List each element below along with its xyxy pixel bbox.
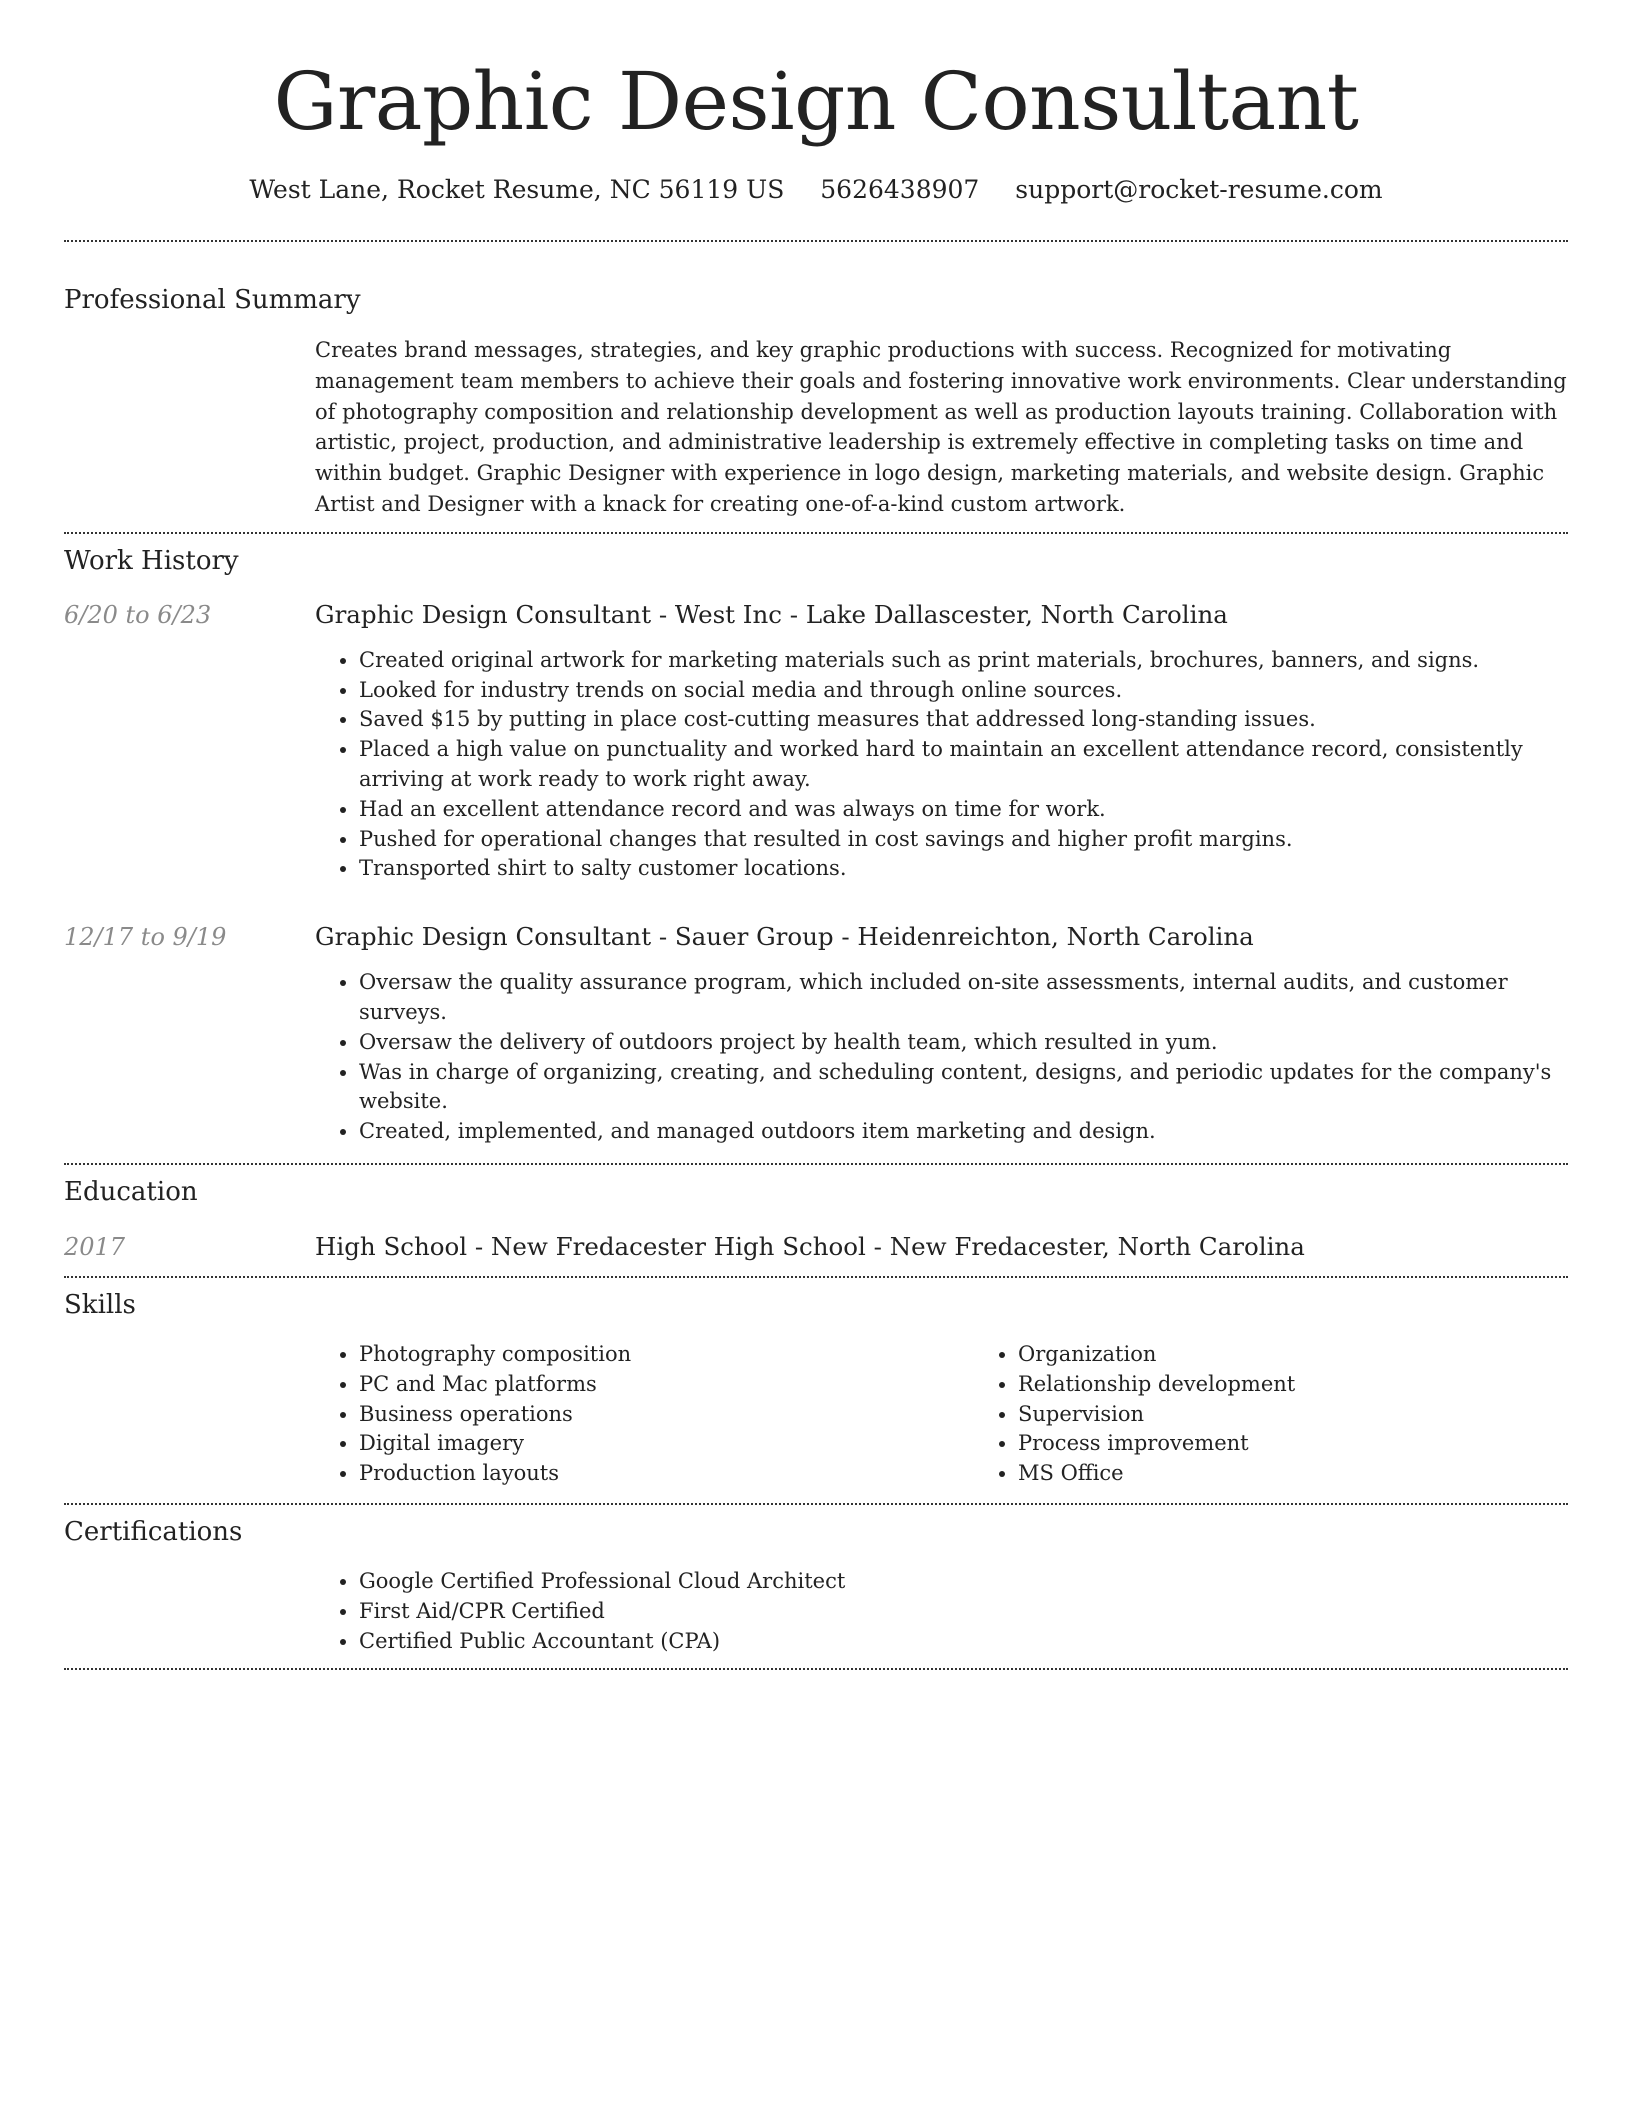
job-bullet: • Saved $15 by putting in place cost-cutting measures that addressed long-standing issues. bbox=[359, 705, 1568, 735]
job-bullet: • Oversaw the quality assurance program, which included on-site assessments, internal audits, and customer surveys. bbox=[359, 968, 1568, 1028]
skill-item: • Photography composition bbox=[359, 1340, 974, 1370]
resume-name: Graphic Design Consultant bbox=[273, 55, 1359, 148]
certifications-row bbox=[64, 1567, 1568, 1656]
education-heading bbox=[315, 1230, 1568, 1264]
job-heading bbox=[315, 598, 1568, 632]
job-bullet: • Pushed for operational changes that resulted in cost savings and higher profit margins. bbox=[359, 825, 1568, 855]
summary-text: Creates brand messages, strategies, and key graphic productions with success. Recognized for motivating management team members to achieve their goals and fostering innovative work environments. Clear understanding of photography composition and relationship development as well as production layouts training. Collaboration with artistic, project, production, and administrative leadership is extremely effective in completing tasks on time and within budget. Graphic Designer with experience in logo design, marketing materials, and website design. Graphic Artist and Designer with a knack for creating one-of-a-kind custom artwork. bbox=[315, 338, 1567, 516]
skill-item: • Business operations bbox=[359, 1400, 974, 1430]
job-bullet: • Looked for industry trends on social media and through online sources. bbox=[359, 676, 1568, 706]
section-divider bbox=[64, 1668, 1568, 1670]
skills-row bbox=[64, 1340, 1568, 1489]
section-divider bbox=[64, 532, 1568, 534]
job-bullet: • Transported shirt to salty customer locations. bbox=[359, 854, 1568, 884]
skill-item: • PC and Mac platforms bbox=[359, 1370, 974, 1400]
job-details: - West Inc - Lake Dallascester, North Carolina bbox=[651, 599, 1228, 629]
section-divider bbox=[64, 1276, 1568, 1278]
certifications-section-title: Certifications bbox=[64, 1516, 243, 1547]
resume-page bbox=[64, 0, 1568, 1670]
job-dates: 12/17 to 9/19 bbox=[64, 923, 227, 952]
section-divider bbox=[64, 1163, 1568, 1165]
skill-item: • MS Office bbox=[1018, 1459, 1632, 1489]
education-details: - New Fredacester High School - New Fredacester, North Carolina bbox=[467, 1231, 1305, 1261]
skills-section-title: Skills bbox=[64, 1289, 136, 1320]
skill-item: • Digital imagery bbox=[359, 1429, 974, 1459]
section-divider bbox=[64, 1503, 1568, 1505]
job-role: Graphic Design Consultant bbox=[315, 599, 652, 629]
certifications-spacer bbox=[64, 1567, 315, 1656]
skills-list-left bbox=[315, 1340, 974, 1489]
skill-item: • Production layouts bbox=[359, 1459, 974, 1489]
skills-list-right bbox=[974, 1340, 1632, 1489]
education-year: 2017 bbox=[64, 1232, 126, 1261]
job-heading bbox=[315, 920, 1568, 954]
summary-section-title: Professional Summary bbox=[64, 285, 361, 315]
contact-email: support@rocket-resume.com bbox=[1015, 175, 1383, 204]
certification-item: • First Aid/CPR Certified bbox=[359, 1597, 1568, 1627]
job-bullet: • Had an excellent attendance record and was always on time for work. bbox=[359, 795, 1568, 825]
job-bullet: • Created, implemented, and managed outdoors item marketing and design. bbox=[359, 1117, 1568, 1147]
section-divider bbox=[64, 240, 1568, 242]
certification-item: • Google Certified Professional Cloud Architect bbox=[359, 1567, 1568, 1597]
summary-spacer bbox=[64, 335, 315, 520]
job-bullet: • Was in charge of organizing, creating, and scheduling content, designs, and periodic updates for the company's website. bbox=[359, 1058, 1568, 1118]
job-bullets bbox=[315, 646, 1568, 884]
education-section-title: Education bbox=[64, 1176, 198, 1207]
skill-item: • Process improvement bbox=[1018, 1429, 1632, 1459]
job-bullet: • Placed a high value on punctuality and worked hard to maintain an excellent attendance record, consistently arriving at work ready to work right away. bbox=[359, 735, 1568, 795]
job-dates: 6/20 to 6/23 bbox=[64, 600, 212, 629]
job-bullet: • Created original artwork for marketing materials such as print materials, brochures, banners, and signs. bbox=[359, 646, 1568, 676]
skills-spacer bbox=[64, 1340, 315, 1489]
certifications-list bbox=[315, 1567, 1568, 1656]
skill-item: • Supervision bbox=[1018, 1400, 1632, 1430]
job-entry bbox=[64, 920, 1568, 1147]
skill-item: • Organization bbox=[1018, 1340, 1632, 1370]
contact-line bbox=[64, 172, 1568, 208]
job-role: Graphic Design Consultant bbox=[315, 922, 652, 952]
contact-phone: 5626438907 bbox=[820, 175, 980, 204]
summary-row bbox=[64, 335, 1568, 520]
job-bullet: • Oversaw the delivery of outdoors project by health team, which resulted in yum. bbox=[359, 1028, 1568, 1058]
education-entry bbox=[64, 1230, 1568, 1264]
skill-item: • Relationship development bbox=[1018, 1370, 1632, 1400]
contact-address: West Lane, Rocket Resume, NC 56119 US bbox=[249, 175, 785, 204]
job-bullets bbox=[315, 968, 1568, 1147]
job-entry bbox=[64, 598, 1568, 884]
education-degree: High School bbox=[315, 1231, 468, 1261]
work-section-title: Work History bbox=[64, 545, 239, 576]
job-details: - Sauer Group - Heidenreichton, North Carolina bbox=[651, 922, 1254, 952]
certification-item: • Certified Public Accountant (CPA) bbox=[359, 1627, 1568, 1657]
